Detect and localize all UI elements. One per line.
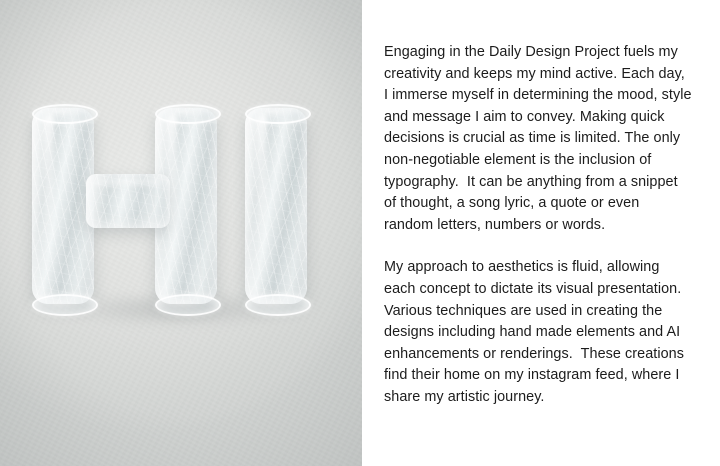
paragraph-about-approach: My approach to aesthetics is fluid, allowing each concept to dictate its visual presentation. Various techniques are used in creating the designs including hand made elements and AI enhancements or renderings. These creations find their home on my instagram feed, where I share my artistic journey. [384, 259, 689, 405]
letter-i-stem [245, 108, 307, 304]
letter-h-left-stroke [32, 108, 94, 304]
description-text-panel [362, 0, 720, 466]
tube-rim-bottom-middle [155, 294, 221, 316]
letter-h-crossbar [86, 174, 170, 228]
tube-rim-bottom-right [245, 294, 311, 316]
tube-rim-top-right [245, 104, 311, 124]
tube-rim-bottom-left [32, 294, 98, 316]
tube-rim-top-middle [155, 104, 221, 124]
tube-rim-top-left [32, 104, 98, 124]
paragraph-about-project: Engaging in the Daily Design Project fuels my creativity and keeps my mind active. Each day, I immerse myself in determining the mood, style and message I aim to convey. Making quick decisions is crucial as time is limited. The only non-negotiable element is the inclusion of typography. It can be anything from a snippet of thought, a song lyric, a quote or even random letters, numbers or words. [384, 44, 696, 233]
